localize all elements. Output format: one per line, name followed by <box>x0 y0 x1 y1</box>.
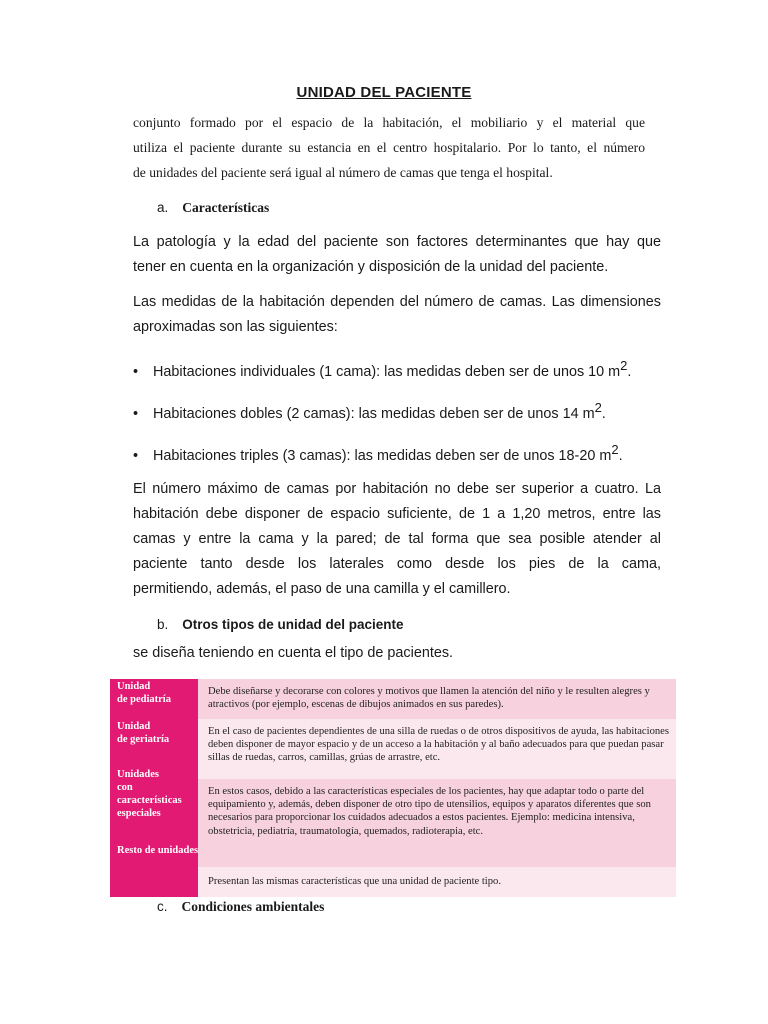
unit-label-line: con <box>117 782 133 793</box>
paragraph-line: La patología y la edad del paciente son factores determinantes que hay que <box>133 234 661 250</box>
bullet-end: . <box>618 448 623 464</box>
intro-line: de unidades del paciente será igual al número de camas que tenga el hospital. <box>133 165 553 180</box>
paragraph-line: habitación debe disponer de espacio suficiente, de 1 a 1,20 metros, entre las <box>133 506 661 522</box>
section-c-letter: c. <box>157 899 168 914</box>
section-c-heading <box>157 899 324 915</box>
unit-description: En estos casos, debido a las características especiales de los pacientes, hay que adaptar todo o parte del equipamiento y, además, deben disponer de otro tipo de utensilios, equipos y aparatos diferentes que son necesarios para proporcionar los cuidados adecuados a estos pacientes. Ejemplo: medicina intensiva, obstetricia, pediatría, traumatología, quemados, radioterapia, etc. <box>208 786 651 837</box>
intro-line: utiliza el paciente durante su estancia en el centro hospitalario. Por lo tanto, el número <box>133 140 645 155</box>
bullet-dot: • <box>133 448 139 464</box>
bullet-text: Habitaciones individuales (1 cama): las medidas deben ser de unos 10 m <box>153 364 621 380</box>
bullet-end: . <box>627 364 632 380</box>
intro-line: conjunto formado por el espacio de la habitación, el mobiliario y el material que <box>133 115 645 130</box>
unit-description: Presentan las mismas características que una unidad de paciente tipo. <box>208 876 501 887</box>
unit-description: Debe diseñarse y decorarse con colores y motivos que llamen la atención del niño y le resulten alegres y atractivos (por ejemplo, escenas de dibujos animados en sus paredes). <box>208 686 650 711</box>
unit-label-line: de pediatría <box>117 694 171 705</box>
unit-label-line: características <box>117 795 182 806</box>
bullet-end: . <box>601 406 606 422</box>
bullet-item <box>133 400 606 422</box>
unit-label-pediatria <box>117 680 171 706</box>
unit-label-line: Unidades <box>117 769 160 780</box>
paragraph-line: tener en cuenta en la organización y disposición de la unidad del paciente. <box>133 259 609 275</box>
bullet-item <box>133 358 631 380</box>
paragraph-line: se diseña teniendo en cuenta el tipo de pacientes. <box>133 645 454 661</box>
section-a-title: Características <box>182 200 270 215</box>
section-c-title: Condiciones ambientales <box>181 899 325 914</box>
units-table <box>110 679 676 897</box>
bullet-dot: • <box>133 364 139 380</box>
unit-label-line: de geriatría <box>117 734 170 745</box>
paragraph-line: aproximadas son las siguientes: <box>133 319 338 335</box>
paragraph-line: permitiendo, además, el paso de una camilla y el camillero. <box>133 581 511 597</box>
paragraph-line: El número máximo de camas por habitación no debe ser superior a cuatro. La <box>133 481 661 497</box>
paragraph-line: Las medidas de la habitación dependen del número de camas. Las dimensiones <box>133 294 661 310</box>
unit-label-line: Resto de unidades <box>117 845 199 856</box>
bullet-text: Habitaciones triples (3 camas): las medidas deben ser de unos 18-20 m <box>153 448 612 464</box>
superscript: 2 <box>611 442 619 457</box>
bullet-item <box>133 442 623 464</box>
page-title: UNIDAD DEL PACIENTE <box>296 84 472 101</box>
unit-label-line: Unidad <box>117 721 151 732</box>
unit-label-resto <box>117 844 198 857</box>
unit-label-line: Unidad <box>117 681 151 692</box>
superscript: 2 <box>594 400 602 415</box>
unit-label-line: especiales <box>117 808 161 819</box>
bullet-text: Habitaciones dobles (2 camas): las medidas deben ser de unos 14 m <box>153 406 595 422</box>
paragraph-line: camas y entre la cama y la pared; de tal forma que sea posible atender al <box>133 531 661 547</box>
section-a-letter: a. <box>157 200 169 215</box>
superscript: 2 <box>620 358 628 373</box>
unit-label-geriatria <box>117 720 169 746</box>
unit-label-especiales <box>117 768 182 820</box>
section-b-heading <box>157 617 404 632</box>
section-a-heading <box>157 200 269 216</box>
section-b-letter: b. <box>157 617 169 632</box>
section-b-title: Otros tipos de unidad del paciente <box>182 617 404 632</box>
bullet-dot: • <box>133 406 139 422</box>
paragraph-line: paciente tanto desde los laterales como desde los pies de la cama, <box>133 556 661 572</box>
unit-description: En el caso de pacientes dependientes de una silla de ruedas o de otros dispositivos de ayuda, las habitaciones deben disponer de mayor espacio y de un acceso a la habitación y al baño adecuados para que puedan pasar sillas de ruedas, carros, camillas, grúas de arrastre, etc. <box>208 726 669 764</box>
